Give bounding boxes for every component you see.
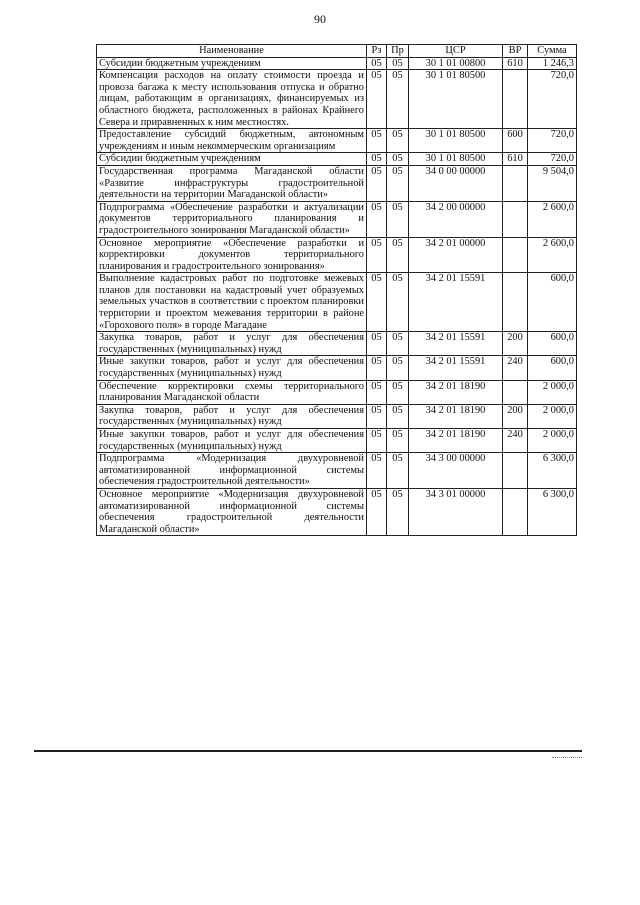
row-rz: 05 [367, 380, 387, 404]
row-csr: 34 0 00 00000 [409, 165, 503, 201]
row-rz: 05 [367, 237, 387, 273]
row-pr: 05 [387, 404, 409, 428]
row-csr: 30 1 01 80500 [409, 153, 503, 166]
table-header-row [97, 45, 577, 58]
table-row [97, 273, 577, 332]
row-csr: 30 1 01 80500 [409, 70, 503, 129]
row-sum: 2 000,0 [528, 404, 577, 428]
row-rz: 05 [367, 165, 387, 201]
row-sum: 6 300,0 [528, 453, 577, 489]
row-csr: 34 2 01 15591 [409, 332, 503, 356]
table-row [97, 488, 577, 535]
row-csr: 34 2 01 18190 [409, 380, 503, 404]
row-rz: 05 [367, 453, 387, 489]
row-csr: 34 2 01 18190 [409, 404, 503, 428]
table-row [97, 57, 577, 70]
table-row [97, 332, 577, 356]
row-sum: 720,0 [528, 70, 577, 129]
row-vr: 600 [503, 129, 528, 153]
row-sum: 2 600,0 [528, 201, 577, 237]
row-name: Обеспечение корректировки схемы территориального планирования Магаданской области [97, 380, 367, 404]
row-rz: 05 [367, 404, 387, 428]
row-vr [503, 237, 528, 273]
row-pr: 05 [387, 201, 409, 237]
row-sum: 9 504,0 [528, 165, 577, 201]
row-sum: 720,0 [528, 129, 577, 153]
header-vr: ВР [503, 45, 528, 58]
row-pr: 05 [387, 488, 409, 535]
row-rz: 05 [367, 70, 387, 129]
row-rz: 05 [367, 57, 387, 70]
row-pr: 05 [387, 57, 409, 70]
row-name: Подпрограмма «Модернизация двухуровневой автоматизированной информационной системы обеспечения градостроительной деятельности» [97, 453, 367, 489]
table-row [97, 356, 577, 380]
row-vr: 610 [503, 57, 528, 70]
header-sum: Сумма [528, 45, 577, 58]
row-vr [503, 453, 528, 489]
row-vr [503, 201, 528, 237]
row-name: Иные закупки товаров, работ и услуг для обеспечения государственных (муниципальных) нужд [97, 356, 367, 380]
row-name: Государственная программа Магаданской области «Развитие инфраструктуры градостроительной деятельности на территории Магаданской области» [97, 165, 367, 201]
header-csr: ЦСР [409, 45, 503, 58]
row-vr [503, 488, 528, 535]
row-pr: 05 [387, 380, 409, 404]
row-vr [503, 165, 528, 201]
row-name: Выполнение кадастровых работ по подготовке межевых планов для постановки на кадастровый учет образуемых земельных участков в соответствии с проектом планировки территории и проектом межевания территории в районе «Горохового поля» в городе Магадане [97, 273, 367, 332]
row-vr [503, 380, 528, 404]
row-csr: 34 2 01 15591 [409, 273, 503, 332]
row-csr: 34 2 00 00000 [409, 201, 503, 237]
row-sum: 720,0 [528, 153, 577, 166]
row-name: Предоставление субсидий бюджетным, автономным учреждениям и иным некоммерческим организациям [97, 129, 367, 153]
row-vr: 240 [503, 429, 528, 453]
page-number: 90 [314, 12, 326, 26]
row-rz: 05 [367, 153, 387, 166]
row-csr: 34 3 00 00000 [409, 453, 503, 489]
row-name: Субсидии бюджетным учреждениям [97, 57, 367, 70]
row-name: Субсидии бюджетным учреждениям [97, 153, 367, 166]
table-row [97, 70, 577, 129]
row-pr: 05 [387, 453, 409, 489]
header-pr: Пр [387, 45, 409, 58]
row-pr: 05 [387, 429, 409, 453]
table-row [97, 453, 577, 489]
row-name: Основное мероприятие «Модернизация двухуровневой автоматизированной информационной системы обеспечения градостроительной деятельности Магаданской области» [97, 488, 367, 535]
row-csr: 34 2 01 18190 [409, 429, 503, 453]
row-rz: 05 [367, 332, 387, 356]
table-row [97, 153, 577, 166]
row-pr: 05 [387, 70, 409, 129]
row-csr: 30 1 01 00800 [409, 57, 503, 70]
row-vr [503, 273, 528, 332]
row-sum: 1 246,3 [528, 57, 577, 70]
table-row [97, 165, 577, 201]
row-rz: 05 [367, 429, 387, 453]
row-csr: 34 2 01 15591 [409, 356, 503, 380]
table-row [97, 429, 577, 453]
row-vr: 200 [503, 332, 528, 356]
table-row [97, 237, 577, 273]
row-pr: 05 [387, 332, 409, 356]
row-sum: 600,0 [528, 273, 577, 332]
row-sum: 2 000,0 [528, 429, 577, 453]
row-name: Иные закупки товаров, работ и услуг для обеспечения государственных (муниципальных) нужд [97, 429, 367, 453]
row-sum: 600,0 [528, 356, 577, 380]
table-row [97, 404, 577, 428]
row-sum: 2 000,0 [528, 380, 577, 404]
row-rz: 05 [367, 273, 387, 332]
row-csr: 34 2 01 00000 [409, 237, 503, 273]
row-pr: 05 [387, 237, 409, 273]
row-vr: 200 [503, 404, 528, 428]
row-vr: 240 [503, 356, 528, 380]
row-pr: 05 [387, 165, 409, 201]
row-pr: 05 [387, 356, 409, 380]
row-rz: 05 [367, 356, 387, 380]
table-row [97, 201, 577, 237]
header-rz: Рз [367, 45, 387, 58]
row-name: Подпрограмма «Обеспечение разработки и актуализации документов территориального планирования и градостроительного зонирования Магаданской области» [97, 201, 367, 237]
row-vr: 610 [503, 153, 528, 166]
row-csr: 34 3 01 00000 [409, 488, 503, 535]
row-sum: 6 300,0 [528, 488, 577, 535]
row-pr: 05 [387, 129, 409, 153]
table-row [97, 380, 577, 404]
footer-dotted-divider [552, 757, 582, 758]
row-name: Закупка товаров, работ и услуг для обеспечения государственных (муниципальных) нужд [97, 332, 367, 356]
row-name: Закупка товаров, работ и услуг для обеспечения государственных (муниципальных) нужд [97, 404, 367, 428]
row-csr: 30 1 01 80500 [409, 129, 503, 153]
row-pr: 05 [387, 273, 409, 332]
row-name: Основное мероприятие «Обеспечение разработки и корректировки документов территориального планирования и градостроительного зонирования» [97, 237, 367, 273]
budget-table [96, 44, 577, 536]
row-pr: 05 [387, 153, 409, 166]
row-vr [503, 70, 528, 129]
row-rz: 05 [367, 488, 387, 535]
row-rz: 05 [367, 129, 387, 153]
row-sum: 2 600,0 [528, 237, 577, 273]
table-row [97, 129, 577, 153]
row-sum: 600,0 [528, 332, 577, 356]
row-rz: 05 [367, 201, 387, 237]
header-name: Наименование [97, 45, 367, 58]
footer-divider [34, 750, 582, 752]
table-body [97, 57, 577, 536]
row-name: Компенсация расходов на оплату стоимости проезда и провоза багажа к месту использования отпуска и обратно лицам, работающим в организациях, финансируемых из областного бюджета, расположенных в районах Крайнего Севера и приравненных к ним местностях. [97, 70, 367, 129]
